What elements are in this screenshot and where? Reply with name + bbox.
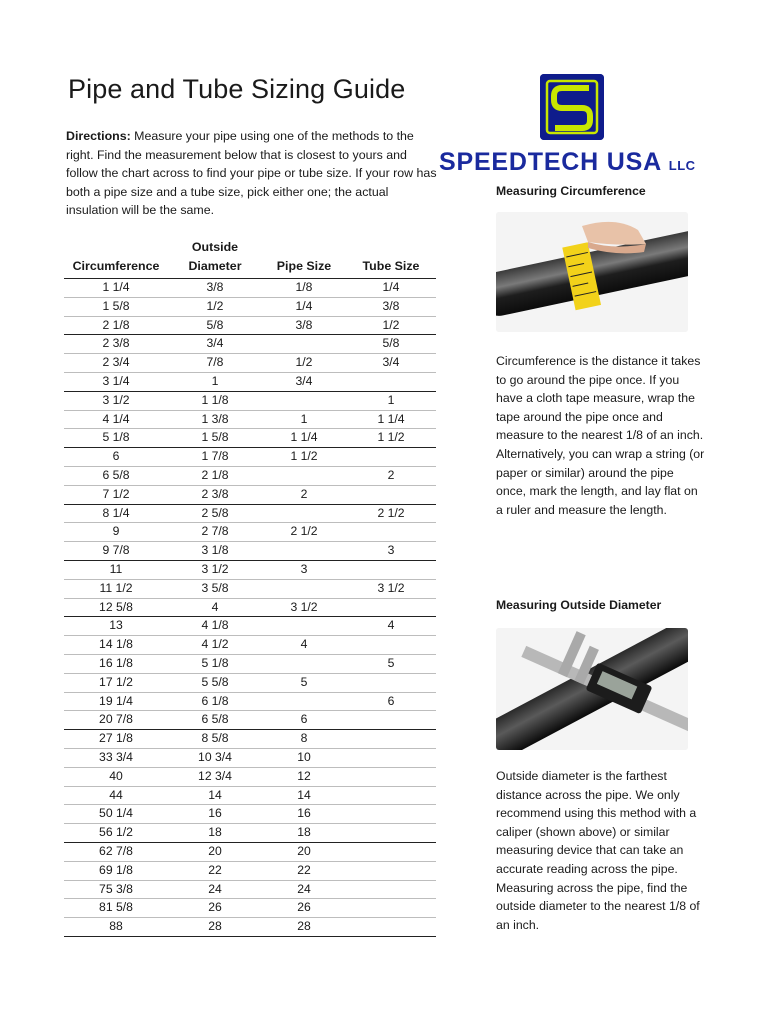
cell-tube-size: 1 1/4	[346, 410, 436, 429]
cell-pipe-size: 1/2	[262, 354, 346, 373]
cell-outside-diameter: 1 5/8	[168, 429, 262, 448]
table-row	[64, 861, 436, 880]
directions-paragraph	[66, 127, 438, 220]
cell-outside-diameter: 18	[168, 824, 262, 843]
cell-circumference: 5 1/8	[64, 429, 168, 448]
cell-pipe-size: 2	[262, 485, 346, 504]
logo-brand: SPEEDTECH USA	[439, 148, 662, 176]
cell-outside-diameter: 14	[168, 786, 262, 805]
cell-outside-diameter: 1 7/8	[168, 448, 262, 467]
table-row	[64, 692, 436, 711]
cell-circumference: 8 1/4	[64, 504, 168, 523]
tape-measure-photo	[496, 212, 688, 332]
table-row	[64, 316, 436, 335]
cell-pipe-size: 26	[262, 899, 346, 918]
table-row	[64, 673, 436, 692]
cell-outside-diameter: 20	[168, 842, 262, 861]
cell-circumference: 69 1/8	[64, 861, 168, 880]
logo-mark-icon	[540, 74, 604, 140]
cell-circumference: 17 1/2	[64, 673, 168, 692]
cell-tube-size: 1 1/2	[346, 429, 436, 448]
directions-label: Directions:	[66, 129, 131, 143]
cell-circumference: 62 7/8	[64, 842, 168, 861]
cell-tube-size	[346, 880, 436, 899]
cell-tube-size	[346, 767, 436, 786]
cell-tube-size	[346, 372, 436, 391]
cell-tube-size: 6	[346, 692, 436, 711]
table-row	[64, 824, 436, 843]
cell-outside-diameter: 4 1/8	[168, 617, 262, 636]
logo-suffix: LLC	[668, 158, 696, 173]
outside-diameter-text: Outside diameter is the farthest distance across the pipe. We only recommend using this method with a caliper (shown above) or similar measuring device that can take an accurate reading across the pipe. Measuring across the pipe, find the outside diameter to the nearest 1/8 of an inch.	[496, 769, 700, 932]
cell-tube-size	[346, 448, 436, 467]
cell-tube-size	[346, 805, 436, 824]
table-row	[64, 335, 436, 354]
table-row	[64, 485, 436, 504]
cell-tube-size	[346, 523, 436, 542]
cell-circumference: 20 7/8	[64, 711, 168, 730]
cell-pipe-size: 20	[262, 842, 346, 861]
table-row	[64, 880, 436, 899]
table-row	[64, 429, 436, 448]
cell-tube-size	[346, 560, 436, 579]
table-row	[64, 391, 436, 410]
outside-diameter-heading: Measuring Outside Diameter	[496, 598, 662, 612]
cell-tube-size: 3/4	[346, 354, 436, 373]
cell-tube-size: 1/4	[346, 279, 436, 298]
cell-circumference: 27 1/8	[64, 730, 168, 749]
cell-tube-size	[346, 730, 436, 749]
cell-circumference: 1 5/8	[64, 297, 168, 316]
cell-tube-size: 1	[346, 391, 436, 410]
cell-pipe-size: 4	[262, 636, 346, 655]
cell-pipe-size	[262, 391, 346, 410]
table-row	[64, 504, 436, 523]
cell-pipe-size: 1 1/2	[262, 448, 346, 467]
table-row	[64, 523, 436, 542]
cell-outside-diameter: 2 7/8	[168, 523, 262, 542]
cell-circumference: 16 1/8	[64, 654, 168, 673]
cell-circumference: 13	[64, 617, 168, 636]
cell-circumference: 2 3/8	[64, 335, 168, 354]
cell-tube-size	[346, 899, 436, 918]
header-tube-size: Tube Size	[346, 238, 436, 279]
logo-wordmark	[439, 148, 696, 180]
table-row	[64, 354, 436, 373]
cell-circumference: 40	[64, 767, 168, 786]
cell-pipe-size: 1/4	[262, 297, 346, 316]
cell-tube-size	[346, 636, 436, 655]
cell-pipe-size: 3/8	[262, 316, 346, 335]
table-row	[64, 560, 436, 579]
cell-pipe-size: 5	[262, 673, 346, 692]
cell-outside-diameter: 8 5/8	[168, 730, 262, 749]
header-pipe-size: Pipe Size	[262, 238, 346, 279]
cell-outside-diameter: 3 1/8	[168, 542, 262, 561]
table-row	[64, 617, 436, 636]
cell-circumference: 9	[64, 523, 168, 542]
table-row	[64, 598, 436, 617]
cell-circumference: 81 5/8	[64, 899, 168, 918]
cell-circumference: 2 3/4	[64, 354, 168, 373]
cell-tube-size	[346, 485, 436, 504]
cell-outside-diameter: 1	[168, 372, 262, 391]
table-row	[64, 448, 436, 467]
cell-tube-size	[346, 842, 436, 861]
cell-pipe-size: 18	[262, 824, 346, 843]
cell-pipe-size: 1 1/4	[262, 429, 346, 448]
cell-circumference: 75 3/8	[64, 880, 168, 899]
table-row	[64, 466, 436, 485]
cell-circumference: 11	[64, 560, 168, 579]
cell-circumference: 56 1/2	[64, 824, 168, 843]
cell-pipe-size	[262, 542, 346, 561]
header-circumference: Circumference	[64, 238, 168, 279]
directions-text: Measure your pipe using one of the methods to the right. Find the measurement below that is closest to yours and follow the chart across to find your pipe or tube size. If your row has both a pipe size and a tube size, pick either one; the actual insulation will be the same.	[66, 129, 437, 218]
cell-outside-diameter: 3/4	[168, 335, 262, 354]
cell-pipe-size: 3/4	[262, 372, 346, 391]
circumference-heading: Measuring Circumference	[496, 184, 646, 198]
cell-circumference: 3 1/2	[64, 391, 168, 410]
cell-pipe-size: 2 1/2	[262, 523, 346, 542]
speedtech-logo	[439, 74, 709, 178]
cell-circumference: 33 3/4	[64, 748, 168, 767]
cell-circumference: 12 5/8	[64, 598, 168, 617]
table-row	[64, 410, 436, 429]
caliper-photo	[496, 628, 688, 750]
cell-pipe-size: 3	[262, 560, 346, 579]
cell-pipe-size: 10	[262, 748, 346, 767]
header-outside-diameter	[168, 238, 262, 279]
cell-outside-diameter: 10 3/4	[168, 748, 262, 767]
cell-outside-diameter: 28	[168, 918, 262, 937]
cell-circumference: 1 1/4	[64, 279, 168, 298]
cell-circumference: 2 1/8	[64, 316, 168, 335]
cell-tube-size: 5/8	[346, 335, 436, 354]
cell-outside-diameter: 6 1/8	[168, 692, 262, 711]
table-row	[64, 767, 436, 786]
table-row	[64, 730, 436, 749]
cell-pipe-size	[262, 504, 346, 523]
cell-circumference: 11 1/2	[64, 579, 168, 598]
cell-outside-diameter: 1/2	[168, 297, 262, 316]
cell-pipe-size	[262, 579, 346, 598]
cell-outside-diameter: 2 1/8	[168, 466, 262, 485]
cell-tube-size: 1/2	[346, 316, 436, 335]
table-row	[64, 372, 436, 391]
table-row	[64, 579, 436, 598]
cell-circumference: 7 1/2	[64, 485, 168, 504]
table-row	[64, 918, 436, 937]
cell-pipe-size	[262, 692, 346, 711]
cell-outside-diameter: 7/8	[168, 354, 262, 373]
cell-tube-size	[346, 748, 436, 767]
cell-tube-size: 4	[346, 617, 436, 636]
cell-pipe-size	[262, 654, 346, 673]
cell-circumference: 50 1/4	[64, 805, 168, 824]
cell-pipe-size: 8	[262, 730, 346, 749]
cell-pipe-size: 24	[262, 880, 346, 899]
cell-tube-size	[346, 786, 436, 805]
cell-outside-diameter: 24	[168, 880, 262, 899]
cell-outside-diameter: 3 1/2	[168, 560, 262, 579]
circumference-text: Circumference is the distance it takes to go around the pipe once. If you have a cloth tape measure, wrap the tape around the pipe once and measure to the nearest 1/8 of an inch. Alternatively, you can wrap a string (or paper or similar) around the pipe once, mark the length, and lay flat on a ruler and measure the length.	[496, 354, 705, 517]
cell-pipe-size: 1/8	[262, 279, 346, 298]
cell-outside-diameter: 2 5/8	[168, 504, 262, 523]
cell-outside-diameter: 26	[168, 899, 262, 918]
cell-circumference: 6	[64, 448, 168, 467]
cell-circumference: 6 5/8	[64, 466, 168, 485]
cell-pipe-size: 14	[262, 786, 346, 805]
cell-tube-size	[346, 711, 436, 730]
table-row	[64, 786, 436, 805]
cell-circumference: 3 1/4	[64, 372, 168, 391]
cell-circumference: 9 7/8	[64, 542, 168, 561]
table-row	[64, 542, 436, 561]
cell-pipe-size	[262, 617, 346, 636]
cell-pipe-size: 3 1/2	[262, 598, 346, 617]
cell-outside-diameter: 4 1/2	[168, 636, 262, 655]
cell-tube-size: 5	[346, 654, 436, 673]
cell-circumference: 44	[64, 786, 168, 805]
table-header-row	[64, 238, 436, 279]
table-row	[64, 279, 436, 298]
cell-pipe-size: 16	[262, 805, 346, 824]
cell-outside-diameter: 5 1/8	[168, 654, 262, 673]
table-row	[64, 842, 436, 861]
cell-outside-diameter: 16	[168, 805, 262, 824]
cell-tube-size: 3 1/2	[346, 579, 436, 598]
cell-outside-diameter: 22	[168, 861, 262, 880]
table-body	[64, 279, 436, 937]
cell-circumference: 88	[64, 918, 168, 937]
page-title: Pipe and Tube Sizing Guide	[68, 74, 406, 104]
cell-pipe-size: 22	[262, 861, 346, 880]
cell-circumference: 14 1/8	[64, 636, 168, 655]
cell-outside-diameter: 3 5/8	[168, 579, 262, 598]
cell-tube-size: 3/8	[346, 297, 436, 316]
cell-tube-size	[346, 824, 436, 843]
cell-pipe-size: 6	[262, 711, 346, 730]
table-row	[64, 636, 436, 655]
cell-pipe-size: 1	[262, 410, 346, 429]
cell-outside-diameter: 1 1/8	[168, 391, 262, 410]
cell-outside-diameter: 3/8	[168, 279, 262, 298]
table-row	[64, 297, 436, 316]
cell-tube-size	[346, 598, 436, 617]
header-outside-diameter-label: Outside Diameter	[188, 240, 242, 273]
cell-tube-size	[346, 918, 436, 937]
cell-tube-size	[346, 861, 436, 880]
table-row	[64, 654, 436, 673]
cell-outside-diameter: 5 5/8	[168, 673, 262, 692]
cell-tube-size: 3	[346, 542, 436, 561]
cell-outside-diameter: 1 3/8	[168, 410, 262, 429]
cell-outside-diameter: 4	[168, 598, 262, 617]
table-row	[64, 899, 436, 918]
cell-outside-diameter: 6 5/8	[168, 711, 262, 730]
cell-pipe-size	[262, 466, 346, 485]
cell-outside-diameter: 12 3/4	[168, 767, 262, 786]
cell-tube-size: 2 1/2	[346, 504, 436, 523]
table-row	[64, 711, 436, 730]
table-row	[64, 805, 436, 824]
cell-outside-diameter: 5/8	[168, 316, 262, 335]
sizing-table	[64, 238, 436, 937]
cell-tube-size	[346, 673, 436, 692]
cell-tube-size: 2	[346, 466, 436, 485]
cell-pipe-size	[262, 335, 346, 354]
cell-outside-diameter: 2 3/8	[168, 485, 262, 504]
cell-circumference: 19 1/4	[64, 692, 168, 711]
cell-pipe-size: 28	[262, 918, 346, 937]
cell-circumference: 4 1/4	[64, 410, 168, 429]
cell-pipe-size: 12	[262, 767, 346, 786]
table-row	[64, 748, 436, 767]
